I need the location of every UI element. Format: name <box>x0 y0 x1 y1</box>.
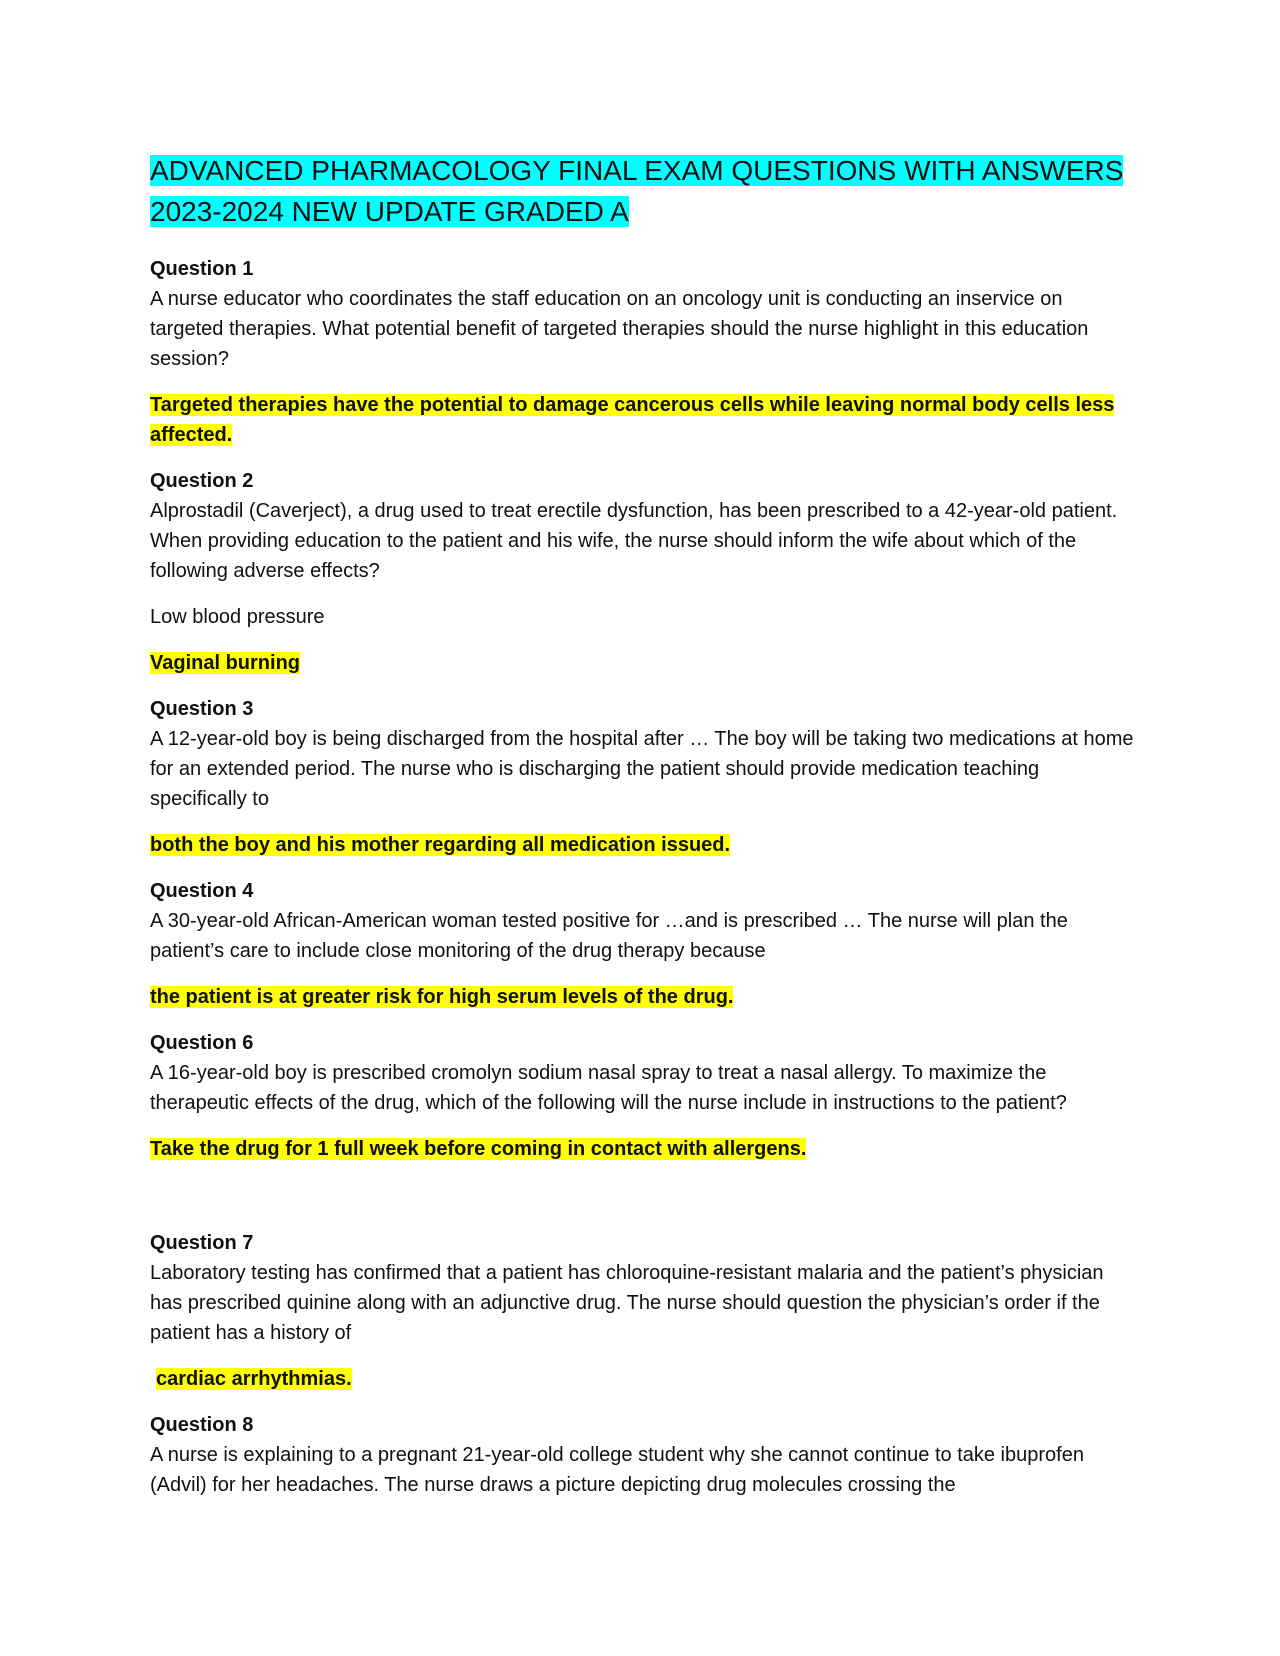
question-label: Question 6 <box>150 1032 254 1054</box>
question-label: Question 8 <box>150 1414 254 1436</box>
question-label: Question 1 <box>150 258 254 280</box>
question-block <box>150 466 1140 678</box>
document-title <box>150 150 1140 232</box>
title-line-1: ADVANCED PHARMACOLOGY FINAL EXAM QUESTIONS WITH ANSWERS <box>150 155 1124 186</box>
question-text: Laboratory testing has confirmed that a patient has chloroquine-resistant malaria and the patient’s physician has prescribed quinine along with an adjunctive drug. The nurse should question the physician’s order if the patient has a history of <box>150 1262 1104 1344</box>
question-text: A 16-year-old boy is prescribed cromolyn sodium nasal spray to treat a nasal allergy. To maximize the therapeutic effects of the drug, which of the following will the nurse include in instructions to the patient? <box>150 1062 1067 1114</box>
answer-text: both the boy and his mother regarding all medication issued. <box>150 834 731 856</box>
question-text: Alprostadil (Caverject), a drug used to treat erectile dysfunction, has been prescribed to a 42-year-old patient. When providing education to the patient and his wife, the nurse should inform the wife about which of the following adverse effects? <box>150 500 1118 582</box>
answer-text: Vaginal burning <box>150 652 301 674</box>
answer-highlight <box>150 830 1140 860</box>
question-label: Question 3 <box>150 698 254 720</box>
spacer <box>150 1180 1140 1228</box>
answer-highlight <box>150 390 1140 450</box>
question-block <box>150 876 1140 1012</box>
answer-highlight <box>150 648 1140 678</box>
question-block <box>150 1228 1140 1394</box>
question-label: Question 4 <box>150 880 254 902</box>
question-text: A 12-year-old boy is being discharged from the hospital after … The boy will be taking two medications at home for an extended period. The nurse who is discharging the patient should provide medication teaching specifically to <box>150 728 1134 810</box>
answer-option: Low blood pressure <box>150 606 325 628</box>
answer-text: Targeted therapies have the potential to damage cancerous cells while leaving normal body cells less affected. <box>150 394 1115 446</box>
answer-text: Take the drug for 1 full week before coming in contact with allergens. <box>150 1138 807 1160</box>
question-block <box>150 254 1140 450</box>
question-block <box>150 1028 1140 1164</box>
answer-text: the patient is at greater risk for high serum levels of the drug. <box>150 986 734 1008</box>
question-label: Question 2 <box>150 470 254 492</box>
question-label: Question 7 <box>150 1232 254 1254</box>
answer-highlight <box>150 1364 1140 1394</box>
answer-highlight <box>150 1134 1140 1164</box>
title-line-2: 2023-2024 NEW UPDATE GRADED A <box>150 196 629 227</box>
question-text: A nurse is explaining to a pregnant 21-year-old college student why she cannot continue to take ibuprofen (Advil) for her headaches. The nurse draws a picture depicting drug molecules crossing the <box>150 1444 1084 1496</box>
question-text: A nurse educator who coordinates the staff education on an oncology unit is conducting an inservice on targeted therapies. What potential benefit of targeted therapies should the nurse highlight in this education session? <box>150 288 1089 370</box>
question-block <box>150 694 1140 860</box>
answer-highlight <box>150 982 1140 1012</box>
question-text: A 30-year-old African-American woman tested positive for …and is prescribed … The nurse will plan the patient’s care to include close monitoring of the drug therapy because <box>150 910 1068 962</box>
document-page <box>150 150 1140 1516</box>
answer-text: cardiac arrhythmias. <box>156 1368 352 1390</box>
question-block <box>150 1410 1140 1500</box>
